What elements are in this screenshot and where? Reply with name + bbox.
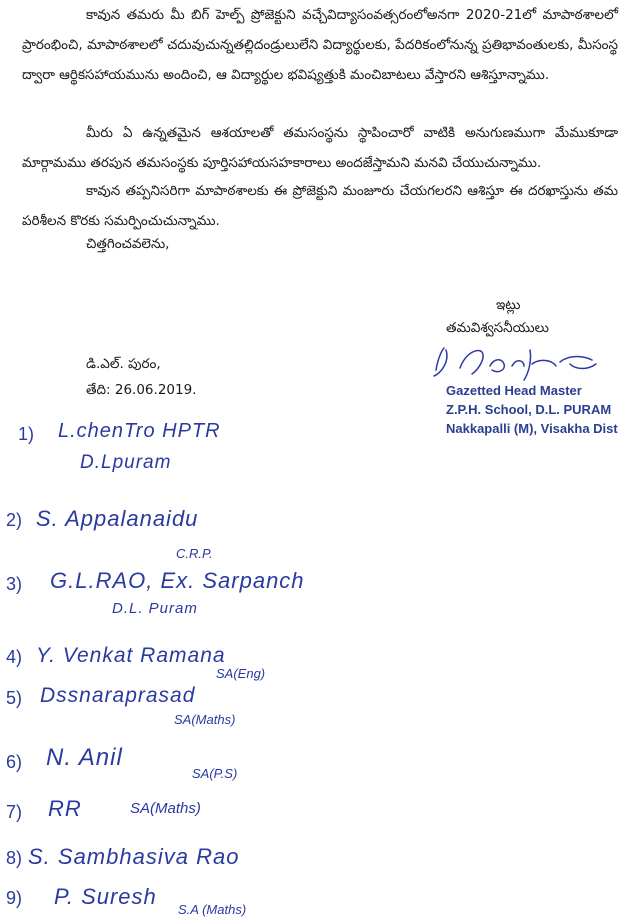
signatory-sub: S.A (Maths) — [178, 902, 247, 917]
signatory-name: Dssnaraprasad — [40, 684, 196, 707]
ittlu-text: ఇట్లు — [496, 297, 521, 313]
place-text: డి.ఎల్. పురం, — [86, 356, 161, 372]
closing-line: చిత్తగించవలెను, — [86, 236, 170, 252]
signatory-number: 3) — [6, 574, 23, 594]
signatory-name: S. Sambhasiva Rao — [28, 844, 240, 869]
stamp-line-3: Nakkapalli (M), Visakha Dist — [446, 421, 618, 436]
signatory-number: 7) — [6, 802, 23, 822]
signatory-name: P. Suresh — [54, 884, 157, 909]
signatory-number: 8) — [6, 848, 23, 868]
date-text: తేది: 26.06.2019. — [86, 382, 197, 398]
signatory-sub: C.R.P. — [176, 546, 213, 561]
signatory-name: L.chenTro HPTR — [58, 420, 221, 442]
letter-paragraph-2: మీరు ఏ ఉన్నతమైన ఆశయాలతో తమసంస్థను స్థాపించారో వాటికి అనుగుణముగా మేముకూడా మార్గామము తరపున తమసంస్థకు పూర్తిసహాయసహకారాలు అందజేస్తామని మనవి చేయుచున్నాము. — [22, 125, 618, 171]
signatory-name: S. Appalanaidu — [36, 506, 199, 531]
signatory-sub: SA(Maths) — [174, 712, 236, 727]
signatory-sub: SA(P.S) — [192, 766, 238, 781]
signatory-sub: D.L. Puram — [112, 600, 198, 617]
headmaster-signature — [420, 340, 620, 385]
signatory-number: 9) — [6, 888, 23, 908]
signatory-number: 6) — [6, 752, 23, 772]
signatory-sub: D.Lpuram — [80, 452, 172, 473]
signatory-sub: SA(Maths) — [130, 800, 201, 817]
signatory-number: 1) — [18, 424, 35, 444]
yours-faithfully: తమవిశ్వసనీయులు — [446, 320, 549, 336]
signatory-sub: SA(Eng) — [216, 666, 266, 681]
signatory-number: 4) — [6, 647, 23, 667]
signatory-name: RR — [48, 796, 82, 821]
stamp-line-2: Z.P.H. School, D.L. PURAM — [446, 402, 612, 417]
signatory-number: 2) — [6, 510, 23, 530]
letter-paragraph-1: కావున తమరు మీ బిగ్ హెల్ప్ ప్రోజెక్టుని వచ్చేవిద్యాసంవత్సరంలోఅనగా 2020-21లో మాపాఠశాలలో ప్రారంభించి, మాపాఠశాలలో చదువుచున్నతల్లిదండ్రులులేని విద్యార్థులకు, పేదరికంలోనున్న ప్రతిభావంతులకు, మీసంస్థ ద్వారా ఆర్థికసహాయమును అందించి, ఆ విద్యార్థుల భవిష్యత్తుకి మంచిబాటలు వేస్తారని ఆశిస్తూన్నాము. — [22, 7, 618, 83]
signatory-number: 5) — [6, 688, 23, 708]
letter-paragraph-3: కావున తప్పనిసరిగా మాపాఠశాలకు ఈ ప్రోజెక్టుని మంజూరు చేయగలరని ఆశిస్తూ ఈ దరఖాస్తును తమ పరిశీలన కొరకు సమర్పించుచున్నాము. — [22, 183, 618, 229]
signatory-name: G.L.RAO, Ex. Sarpanch — [50, 568, 305, 593]
signatory-name: Y. Venkat Ramana — [36, 644, 226, 667]
stamp-line-1: Gazetted Head Master — [446, 383, 582, 398]
signatory-name: N. Anil — [46, 744, 123, 771]
